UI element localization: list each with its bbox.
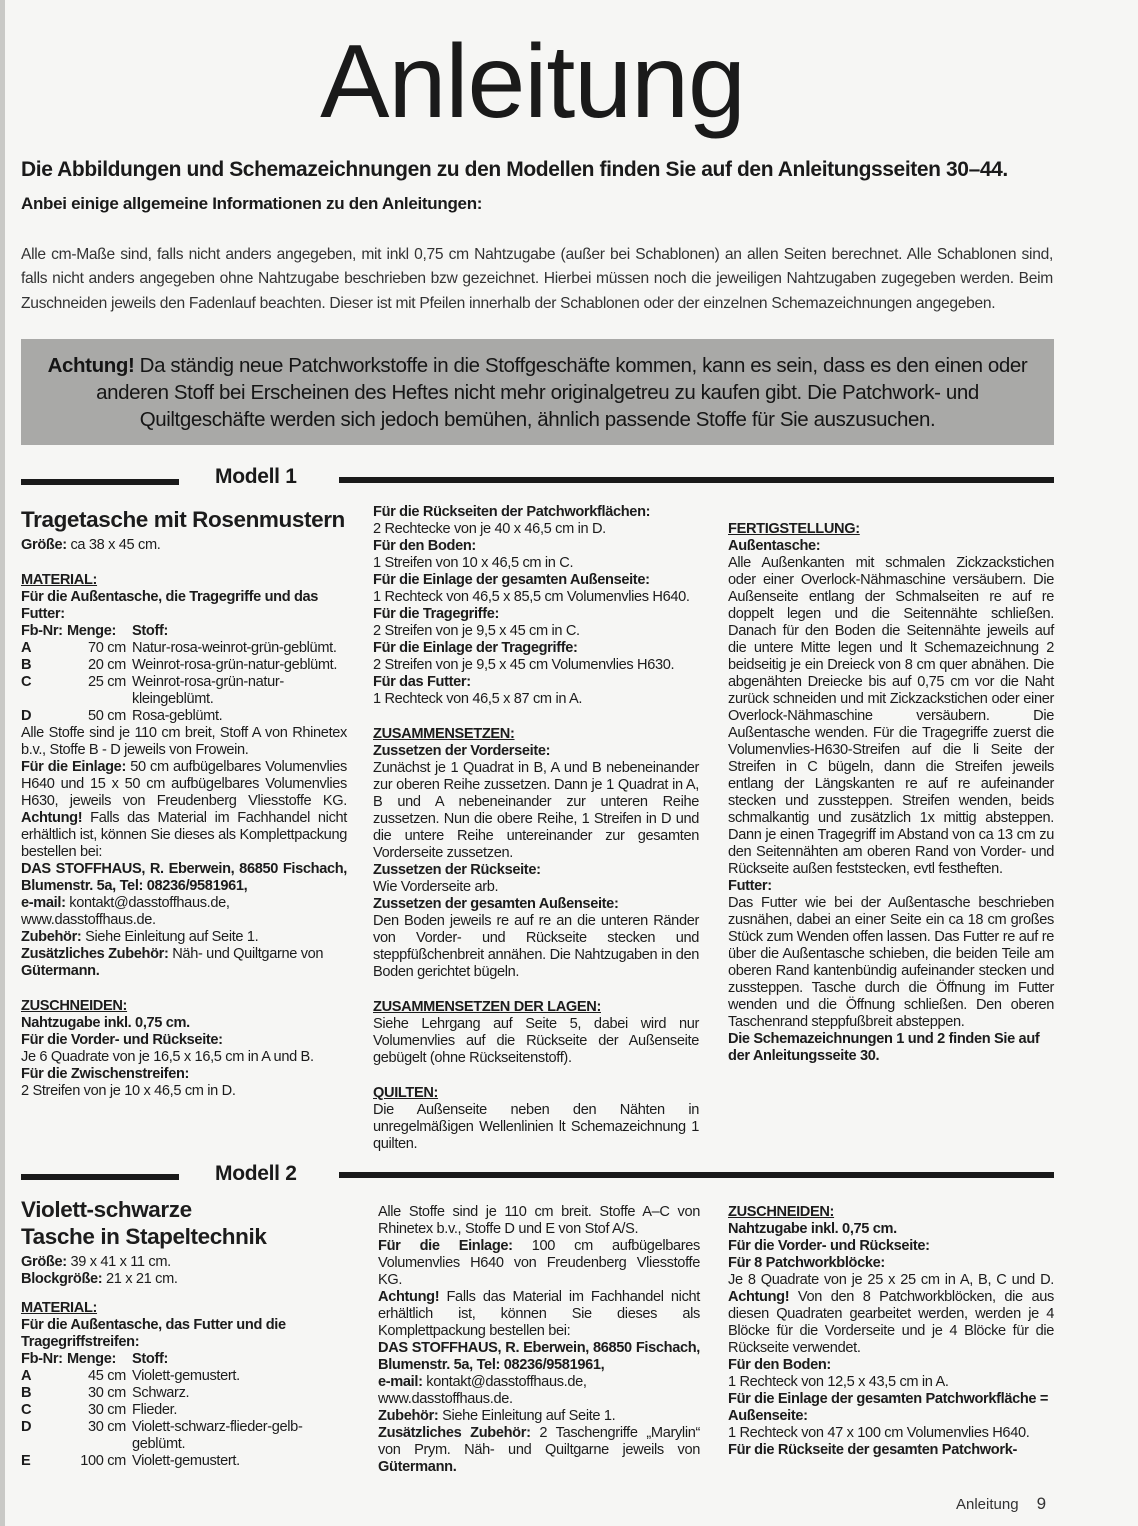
section-rule-left [21, 1174, 179, 1180]
model-2-column-1: Violett-schwarze Tasche in Stapeltechnik Größe: 39 x 41 x 11 cm. Blockgröße: 21 x 21 cm. MATERIAL: Für die Außentasche, das Futter und die Tragegriffstreifen: Fb-Nr: Menge: Stoff: A 45 cm Violett-gemustert. B 30 cm Schwarz. C 30 cm Flieder. D 30 cm Violett-schwarz-flieder-gelb-geblümt. E 100 cm Violett-gemustert. [21, 1196, 347, 1470]
table-row: A 45 cm Violett-gemustert. [21, 1368, 240, 1384]
quilten-heading: QUILTEN: [373, 1085, 439, 1101]
table-row: B 30 cm Schwarz. [21, 1385, 190, 1401]
notice-text: Achtung! Da ständig neue Patchworkstoffe in die Stoffgeschäfte kommen, kann es sein, dass es den einen oder anderen Stoff bei Erscheinen des Heftes nicht mehr originalgetreu zu kaufen gibt. Die Patchwork- und Quiltgeschäfte werden sich jedoch bemühen, ähnlich passende Stoffe für Sie auszusuchen. [47, 353, 1028, 431]
model-2-title: Violett-schwarze Tasche in Stapeltechnik [21, 1197, 267, 1249]
intro-heading: Die Abbildungen und Schemazeichnungen zu den Modellen finden Sie auf den Anleitungsseiten 30–44. [21, 158, 1008, 181]
material-heading: MATERIAL: [21, 1300, 98, 1316]
table-row: E 100 cm Violett-gemustert. [21, 1453, 240, 1469]
model-2-heading: Modell 2 [215, 1162, 297, 1185]
table-row: D 30 cm Violett-schwarz-flieder-gelb-geblümt. [21, 1419, 303, 1452]
shop-address: DAS STOFFHAUS, R. Eberwein, 86850 Fischach, Blumenstr. 5a, Tel: 08236/9581961, [21, 861, 347, 894]
page-footer [956, 1494, 1046, 1514]
model-2-column-2: Alle Stoffe sind je 110 cm breit. Stoffe A–C von Rhinetex b.v., Stoffe D und E von Stof A/S. Für die Einlage: 100 cm aufbügelbares Volumenvlies H640 von Freudenberg Vliesstoffe KG. Achtung! Falls das Material im Fachhandel nicht erhältlich ist, können Sie dieses als Komplettpackung bestellen bei: DAS STOFFHAUS, R. Eberwein, 86850 Fischach, Blumenstr. 5a, Tel: 08236/9581961, e-mail: kontakt@dasstoffhaus.de, www.dasstoffhaus.de. Zubehör: Siehe Einleitung auf Seite 1. Zusätzliches Zubehör: 2 Taschengriffe „Marylin“ von Prym. Näh- und Quiltgarne jeweils von Gütermann. [378, 1204, 700, 1475]
intro-subheading: Anbei einige allgemeine Informationen zu den Anleitungen: [21, 194, 483, 213]
table-row: C 30 cm Flieder. [21, 1402, 178, 1418]
model-1-title: Tragetasche mit Rosenmustern [21, 507, 345, 532]
zuschneiden-heading: ZUSCHNEIDEN: [21, 998, 128, 1014]
table-row: B 20 cm Weinrot-rosa-grün-natur-geblümt. [21, 657, 338, 673]
zuschneiden-heading: ZUSCHNEIDEN: [728, 1204, 835, 1220]
table-row: C 25 cm Weinrot-rosa-grün-natur-kleingeblümt. [21, 674, 284, 707]
model-1-heading: Modell 1 [215, 465, 297, 488]
model-1-column-2: Für die Rückseiten der Patchworkflächen: 2 Rechtecke von je 40 x 46,5 cm in D. Für den Boden: 1 Streifen von 10 x 46,5 cm in C. Für die Einlage der gesamten Außenseite: 1 Rechteck von 46,5 x 85,5 cm Volumenvlies H640. Für die Tragegriffe: 2 Streifen von je 9,5 x 45 cm in C. Für die Einlage der Tragegriffe: 2 Streifen von je 9,5 x 45 cm Volumenvlies H630. Für das Futter: 1 Rechteck von 46,5 x 87 cm in A. ZUSAMMENSETZEN: Zussetzen der Vorderseite: Zunächst je 1 Quadrat in B, A und B nebeneinander zur oberen Reihe zussetzen. Dann je 1 Quadrat in A, B und A nebeneinander zur unteren Reihe zussetzen. Nun die obere Reihe, 1 Streifen in D und die untere Reihe untereinander zur gesamten Vorderseite zussetzen. Zussetzen der Rückseite: Wie Vorderseite arb. Zussetzen der gesamten Außenseite: Den Boden jeweils re auf re an die unteren Ränder von Vorder- und Rückseite stecken und steppfüßchenbreit annähen. Die Nahtzugaben in den Boden gerichtet bügeln. ZUSAMMENSETZEN DER LAGEN: Siehe Lehrgang auf Seite 5, dabei wird nur Volumenvlies auf die Rückseite der Außenseite gebügelt (ohne Rückseitenstoff). QUILTEN: Die Außenseite neben den Nähten in unregelmäßigen Wellenlinien lt Schemazeichnung 1 quilten. [373, 504, 699, 1152]
shop-address: DAS STOFFHAUS, R. Eberwein, 86850 Fischach, Blumenstr. 5a, Tel: 08236/9581961, [378, 1340, 700, 1373]
table-row: D 50 cm Rosa-geblümt. [21, 708, 223, 724]
material-heading: MATERIAL: [21, 572, 98, 588]
fabric-table: Fb-Nr: Menge: Stoff: A 45 cm Violett-gemustert. B 30 cm Schwarz. C 30 cm Flieder. D 30 cm Violett-schwarz-flieder-gelb-geblümt. E 100 cm Violett-gemustert. [21, 1351, 347, 1470]
schema-note: Die Schemazeichnungen 1 und 2 finden Sie auf der Anleitungsseite 30. [728, 1031, 1040, 1064]
section-rule-right [339, 1172, 1054, 1178]
fabric-table: Fb-Nr: Menge: Stoff: A 70 cm Natur-rosa-weinrot-grün-geblümt. B 20 cm Weinrot-rosa-grün-natur-geblümt. C 25 cm Weinrot-rosa-grün-natur-kleingeblümt. D 50 cm Rosa-geblümt. [21, 623, 347, 725]
section-rule-right [339, 477, 1054, 483]
page-number: 9 [1036, 1494, 1047, 1513]
model-2-column-3: ZUSCHNEIDEN: Nahtzugabe inkl. 0,75 cm. Für die Vorder- und Rückseite: Für 8 Patchworkblöcke: Je 8 Quadrate von je 25 x 25 cm in A, B, C und D. Achtung! Von den 8 Patchworkblöcken, die aus diesen Quadraten gearbeitet werden, werden je 4 Blöcke für die Vorderseite und je 4 Blöcke für die Rückseite verwendet. Für den Boden: 1 Rechteck von 12,5 x 43,5 cm in A. Für die Einlage der gesamten Patchworkfläche = Außenseite: 1 Rechteck von 47 x 100 cm Volumenvlies H640. Für die Rückseite der gesamten Patchwork- [728, 1204, 1054, 1458]
intro-text: Alle cm-Maße sind, falls nicht anders angegeben, mit inkl 0,75 cm Nahtzugabe (außer bei Schablonen) an allen Seiten berechnet. Alle Schablonen sind, falls nicht anders angegeben ohne Nahtzugabe beschrieben bzw gezeichnet. Hierbei müssen noch die jeweiligen Nahtzugaben zugegeben werden. Beim Zuschneiden jeweils den Fadenlauf beachten. Dieser ist mit Pfeilen innerhalb der Schablonen oder der einzelnen Schemazeichnungen angegeben. [21, 246, 1053, 312]
model-1-column-1: Tragetasche mit Rosenmustern Größe: ca 38 x 45 cm. MATERIAL: Für die Außentasche, die Tragegriffe und das Futter: Fb-Nr: Menge: Stoff: A 70 cm Natur-rosa-weinrot-grün-geblümt. B 20 cm Weinrot-rosa-grün-natur-geblümt. C 25 cm Weinrot-rosa-grün-natur-kleingeblümt. D 50 cm Rosa-geblümt. Alle Stoffe sind je 110 cm breit, Stoff A von Rhinetex b.v., Stoffe B - D jeweils von Frowein. Für die Einlage: 50 cm aufbügelbares Volumenvlies H640 und 15 x 50 cm aufbügelbares Volumenvlies H630, jeweils von Freudenberg Vliesstoffe KG. Achtung! Falls das Material im Fachhandel nicht erhältlich ist, können Sie dieses als Komplettpackung bestellen bei: DAS STOFFHAUS, R. Eberwein, 86850 Fischach, Blumenstr. 5a, Tel: 08236/9581961, e-mail: kontakt@dasstoffhaus.de, www.dasstoffhaus.de. Zubehör: Siehe Einleitung auf Seite 1. Zusätzliches Zubehör: Näh- und Quiltgarne von Gütermann. ZUSCHNEIDEN: Nahtzugabe inkl. 0,75 cm. Für die Vorder- und Rückseite: Je 6 Quadrate von je 16,5 x 16,5 cm in A und B. Für die Zwischenstreifen: 2 Streifen von je 10 x 46,5 cm in D. [21, 507, 347, 1099]
zusammensetzen-heading: ZUSAMMENSETZEN: [373, 726, 515, 742]
fertigstellung-heading: FERTIGSTELLUNG: [728, 521, 860, 537]
page-edge [0, 0, 5, 1526]
lagen-heading: ZUSAMMENSETZEN DER LAGEN: [373, 999, 601, 1015]
section-rule-left [21, 479, 179, 485]
model-1-column-3: FERTIGSTELLUNG: Außentasche: Alle Außenkanten mit schmalen Zickzackstichen oder einer Overlock-Nähmaschine versäubern. Die Außenseite entlang der Schmalseiten re auf re doppelt legen und die Seitennähte schließen. Danach für den Boden die Seitennähte jeweils auf die untere Mitte legen und lt Schemazeichnung 2 beidseitig je ein Dreieck von 8 cm quer abnähen. Die abgenähten Dreiecke bis auf 0,75 cm vor die Naht zurück schneiden und mit Zickzackstichen oder einer Overlock-Nähmaschine versäubern. Die Außentasche wenden. Für die Tragegriffe zuerst die Volumenvlies-H630-Streifen auf die li Seite der Streifen in C bügeln, dann die Streifen jeweils entlang der Längskanten re auf re aufeinander stecken und zussteppen. Streifen wenden, beids schmalkantig und zusätzlich 1x mittig absteppen. Dann je einen Tragegriff im Abstand von ca 13 cm zu den Seitennähten am oberen Rand von Vorder- und Rückseite außen feststecken, evtl festheften. Futter: Das Futter wie bei der Außentasche beschrieben zusnähen, dabei an einer Seite ein ca 18 cm großes Stück zum Wenden offen lassen. Das Futter re auf re über die Außentasche schieben, die beiden Teile am oberen Rand kantenbündig aufeinander stecken und zussteppen. Tasche durch die Öffnung im Futter wenden und die Öffnung schließen. Den oberen Taschenrand steppfußbreit absteppen. Die Schemazeichnungen 1 und 2 finden Sie auf der Anleitungsseite 30. [728, 521, 1054, 1064]
notice-box [21, 339, 1054, 445]
table-row: A 70 cm Natur-rosa-weinrot-grün-geblümt. [21, 640, 337, 656]
footer-label: Anleitung [956, 1496, 1019, 1513]
notice-label: Achtung! [47, 353, 135, 377]
page-title: Anleitung [320, 24, 745, 140]
